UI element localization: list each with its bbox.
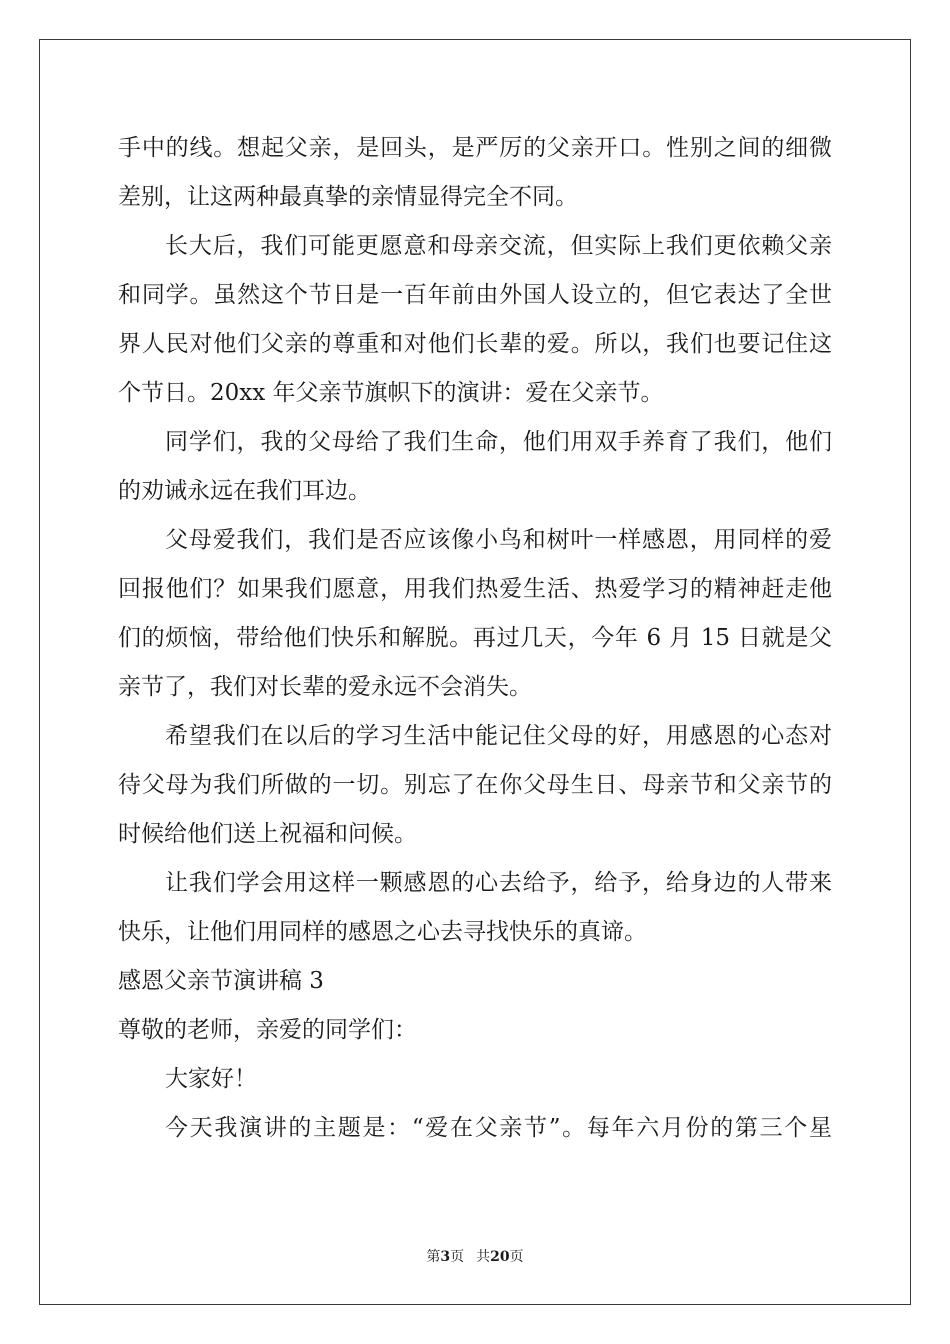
page-label-prefix: 第	[426, 1249, 441, 1265]
text-line: 亲节了，我们对长辈的爱永远不会消失。	[118, 674, 532, 700]
text-line: 差别，让这两种最真挚的亲情显得完全不同。	[118, 184, 578, 210]
text-line: 回报他们？如果我们愿意，用我们热爱生活、热爱学习的精神赶走他	[118, 576, 832, 602]
text-line: 时候给他们送上祝福和问候。	[118, 821, 417, 847]
text-line: 快乐，让他们用同样的感恩之心去寻找快乐的真谛。	[118, 919, 647, 945]
text-line: 和同学。虽然这个节日是一百年前由外国人设立的，但它表达了全世	[118, 282, 832, 308]
text-line: 们的烦恼，带给他们快乐和解脱。再过几天，今年 6 月 15 日就是父	[118, 625, 832, 651]
text-line: 同学们，我的父母给了我们生命，他们用双手养育了我们，他们	[165, 429, 832, 455]
total-label-prefix: 共	[476, 1249, 491, 1265]
total-pages: 20	[490, 1249, 510, 1265]
text-line: 今天我演讲的主题是：“爱在父亲节”。每年六月份的第三个星	[165, 1115, 832, 1141]
text-line: 界人民对他们父亲的尊重和对他们长辈的爱。所以，我们也要记住这	[118, 331, 832, 357]
page-footer	[0, 1246, 950, 1266]
document-body	[118, 124, 832, 1153]
greeting: 大家好！	[165, 1066, 257, 1092]
text-line: 个节日。20xx 年父亲节旗帜下的演讲：爱在父亲节。	[118, 380, 664, 406]
page-number: 3	[440, 1249, 451, 1265]
text-line: 待父母为我们所做的一切。别忘了在你父母生日、母亲节和父亲节的	[118, 772, 832, 798]
total-label-suffix: 页	[509, 1249, 524, 1265]
text-line: 手中的线。想起父亲，是回头，是严厉的父亲开口。性别之间的细微	[118, 135, 832, 161]
text-line: 父母爱我们，我们是否应该像小鸟和树叶一样感恩，用同样的爱	[165, 527, 832, 553]
page-label-suffix: 页	[450, 1249, 465, 1265]
text-line: 长大后，我们可能更愿意和母亲交流，但实际上我们更依赖父亲	[165, 233, 832, 259]
salutation: 尊敬的老师，亲爱的同学们：	[118, 1017, 417, 1043]
section-heading: 感恩父亲节演讲稿 3	[118, 968, 324, 994]
text-line: 希望我们在以后的学习生活中能记住父母的好，用感恩的心态对	[165, 723, 832, 749]
text-line: 的劝诫永远在我们耳边。	[118, 478, 371, 504]
text-line: 让我们学会用这样一颗感恩的心去给予，给予，给身边的人带来	[165, 870, 832, 896]
